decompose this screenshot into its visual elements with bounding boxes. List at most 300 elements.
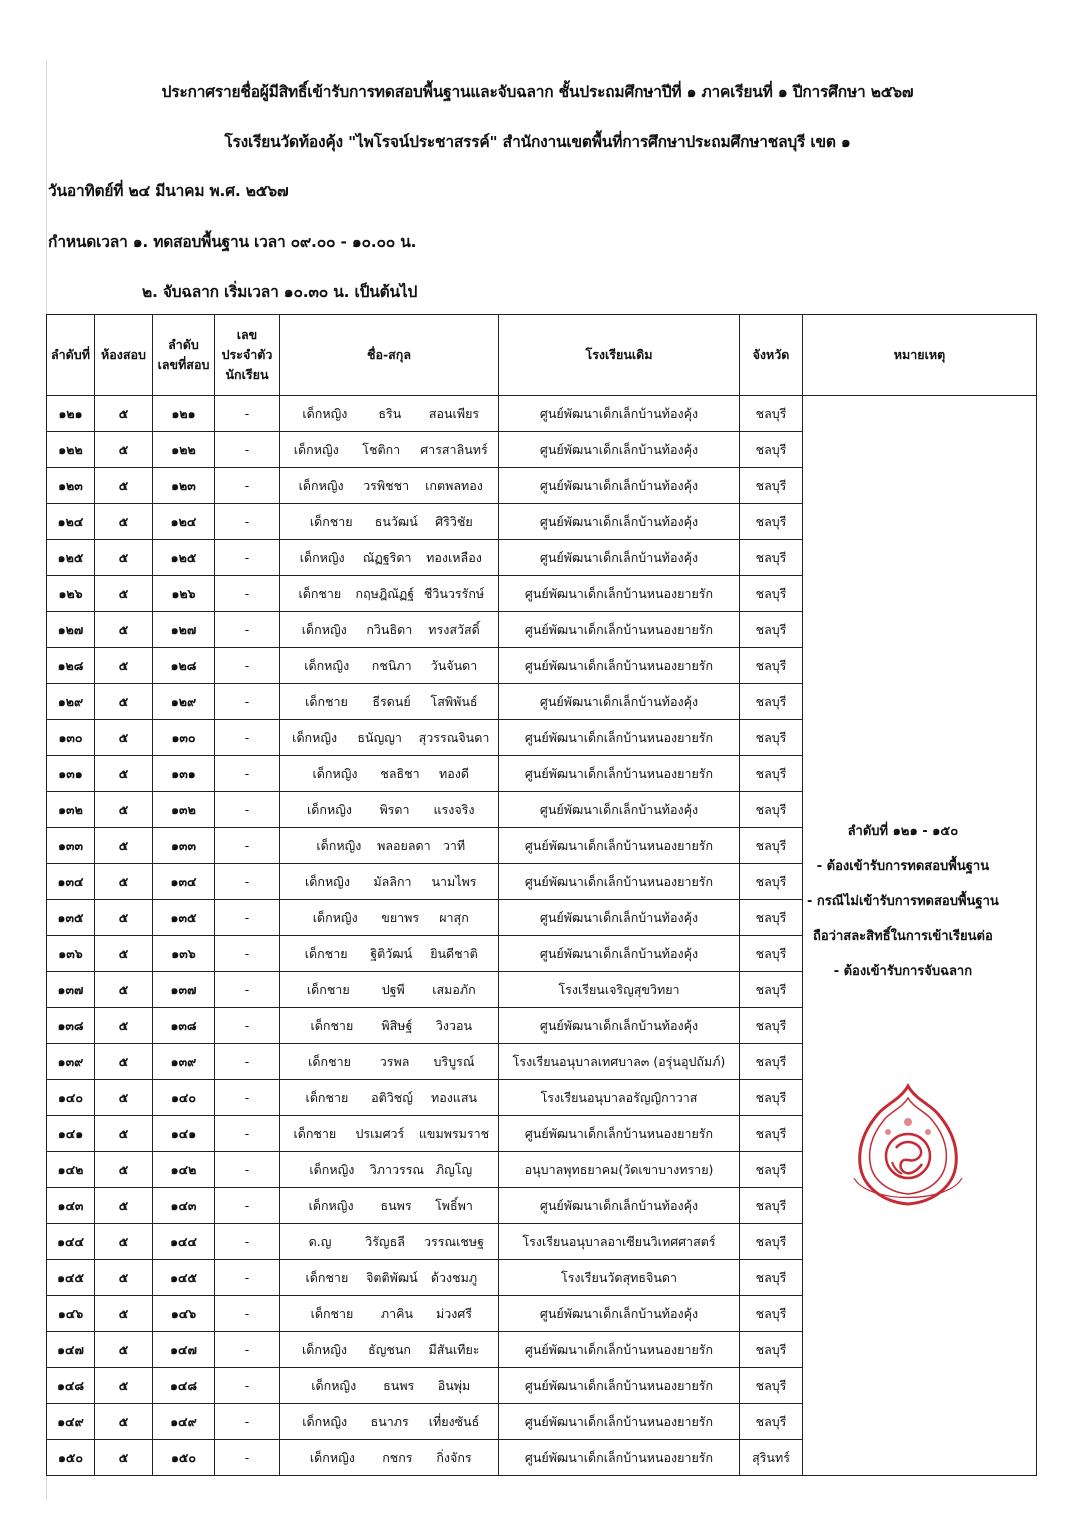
cell-province: ชลบุรี: [740, 1368, 803, 1404]
last-name: ด้วงชมภู: [430, 1269, 478, 1285]
name-prefix: เด็กหญิง: [308, 1197, 354, 1213]
last-name: ศิริวิชัย: [435, 513, 473, 529]
cell-order: ๑๔๖: [47, 1296, 95, 1332]
last-name: โพธิ์พา: [435, 1197, 473, 1213]
cell-order: ๑๓๙: [47, 1044, 95, 1080]
cell-name: [280, 792, 499, 828]
cell-exam-no: ๑๓๓: [153, 828, 215, 864]
first-name: ขยาพร: [381, 909, 420, 925]
cell-school: ศูนย์พัฒนาเด็กเล็กบ้านท้องคุ้ง: [499, 468, 740, 504]
cell-order: ๑๒๑: [47, 396, 95, 432]
cell-province: ชลบุรี: [740, 612, 803, 648]
cell-order: ๑๕๐: [47, 1440, 95, 1476]
cell-exam-no: ๑๓๑: [153, 756, 215, 792]
name-prefix: เด็กหญิง: [316, 837, 362, 853]
cell-order: ๑๓๖: [47, 936, 95, 972]
name-prefix: เด็กหญิง: [309, 1161, 355, 1177]
cell-room: ๕: [95, 1296, 153, 1332]
cell-room: ๕: [95, 576, 153, 612]
cell-order: ๑๔๘: [47, 1368, 95, 1404]
cell-student-id: -: [215, 792, 280, 828]
first-name: ณัฏฐริดา: [362, 549, 412, 565]
first-name: ธนัญญา: [357, 729, 402, 745]
cell-province: ชลบุรี: [740, 1152, 803, 1188]
first-name: ชลธิชา: [380, 765, 420, 781]
cell-name: [280, 504, 499, 540]
cell-student-id: -: [215, 1044, 280, 1080]
cell-exam-no: ๑๒๘: [153, 648, 215, 684]
first-name: ธริน: [378, 405, 402, 421]
cell-student-id: -: [215, 504, 280, 540]
cell-exam-no: ๑๔๔: [153, 1224, 215, 1260]
cell-school: อนุบาลพุทธยาคม(วัดเขาบางทราย): [499, 1152, 740, 1188]
cell-room: ๕: [95, 1080, 153, 1116]
cell-school: ศูนย์พัฒนาเด็กเล็กบ้านท้องคุ้ง: [499, 540, 740, 576]
cell-province: ชลบุรี: [740, 936, 803, 972]
first-name: วิภาวรรณ: [369, 1161, 425, 1177]
cell-province: ชลบุรี: [740, 1260, 803, 1296]
cell-student-id: -: [215, 1224, 280, 1260]
cell-student-id: -: [215, 1188, 280, 1224]
last-name: วาที: [442, 837, 466, 853]
cell-school: ศูนย์พัฒนาเด็กเล็กบ้านท้องคุ้ง: [499, 1188, 740, 1224]
cell-room: ๕: [95, 1404, 153, 1440]
cell-school: ศูนย์พัฒนาเด็กเล็กบ้านท้องคุ้ง: [499, 432, 740, 468]
cell-student-id: -: [215, 1260, 280, 1296]
cell-school: ศูนย์พัฒนาเด็กเล็กบ้านท้องคุ้ง: [499, 504, 740, 540]
cell-school: ศูนย์พัฒนาเด็กเล็กบ้านท้องคุ้ง: [499, 396, 740, 432]
cell-order: ๑๓๓: [47, 828, 95, 864]
cell-province: ชลบุรี: [740, 648, 803, 684]
cell-province: ชลบุรี: [740, 1332, 803, 1368]
cell-student-id: -: [215, 1368, 280, 1404]
cell-student-id: -: [215, 612, 280, 648]
last-name: โสพิพันธ์: [430, 693, 478, 709]
cell-exam-no: ๑๒๕: [153, 540, 215, 576]
remark-line: - กรณีไม่เข้ารับการทดสอบพื้นฐาน: [807, 894, 999, 909]
cell-name: [280, 1260, 499, 1296]
cell-province: ชลบุรี: [740, 900, 803, 936]
cell-name: [280, 1152, 499, 1188]
cell-school: ศูนย์พัฒนาเด็กเล็กบ้านหนองยายรัก: [499, 1332, 740, 1368]
first-name: ปฐพี: [381, 981, 405, 997]
first-name: จิตติพัฒน์: [366, 1269, 418, 1285]
name-prefix: เด็กหญิง: [298, 477, 344, 493]
cell-name: [280, 1296, 499, 1332]
cell-name: [280, 576, 499, 612]
header-room: ห้องสอบ: [95, 315, 153, 396]
name-prefix: เด็กชาย: [304, 945, 348, 961]
last-name: เสมอภัก: [432, 981, 476, 997]
cell-name: [280, 936, 499, 972]
cell-name: [280, 612, 499, 648]
name-prefix: ด.ญ: [308, 1233, 332, 1249]
name-prefix: เด็กหญิง: [311, 1377, 357, 1393]
cell-exam-no: ๑๓๐: [153, 720, 215, 756]
cell-exam-no: ๑๔๕: [153, 1260, 215, 1296]
cell-school: โรงเรียนอนุบาลเทศบาล๓ (อรุ่นอุปถัมภ์): [499, 1044, 740, 1080]
cell-school: ศูนย์พัฒนาเด็กเล็กบ้านหนองยายรัก: [499, 1404, 740, 1440]
name-prefix: เด็กหญิง: [293, 441, 339, 457]
cell-name: [280, 396, 499, 432]
remark-line: ถือว่าสละสิทธิ์ในการเข้าเรียนต่อ: [812, 929, 993, 944]
cell-room: ๕: [95, 1116, 153, 1152]
cell-order: ๑๓๑: [47, 756, 95, 792]
cell-exam-no: ๑๔๗: [153, 1332, 215, 1368]
cell-room: ๕: [95, 648, 153, 684]
cell-exam-no: ๑๕๐: [153, 1440, 215, 1476]
cell-exam-no: ๑๔๐: [153, 1080, 215, 1116]
name-prefix: เด็กหญิง: [292, 729, 338, 745]
cell-name: [280, 1188, 499, 1224]
last-name: แรงจริง: [433, 801, 475, 817]
cell-room: ๕: [95, 432, 153, 468]
last-name: วันจันดา: [430, 657, 478, 673]
last-name: บริบูรณ์: [433, 1053, 475, 1069]
cell-name: [280, 648, 499, 684]
cell-province: ชลบุรี: [740, 432, 803, 468]
cell-exam-no: ๑๔๑: [153, 1116, 215, 1152]
cell-student-id: -: [215, 576, 280, 612]
cell-student-id: -: [215, 432, 280, 468]
cell-room: ๕: [95, 1224, 153, 1260]
cell-name: [280, 1116, 499, 1152]
cell-school: ศูนย์พัฒนาเด็กเล็กบ้านท้องคุ้ง: [499, 1008, 740, 1044]
last-name: ภิญโญ: [435, 1161, 473, 1177]
cell-room: ๕: [95, 792, 153, 828]
cell-student-id: -: [215, 684, 280, 720]
cell-name: [280, 684, 499, 720]
name-prefix: เด็กหญิง: [299, 549, 345, 565]
last-name: ทองเหลือง: [426, 549, 482, 565]
cell-room: ๕: [95, 1440, 153, 1476]
cell-province: ชลบุรี: [740, 720, 803, 756]
table-header-row: [47, 315, 1037, 396]
name-prefix: เด็กชาย: [310, 1017, 354, 1033]
cell-student-id: -: [215, 1332, 280, 1368]
name-prefix: เด็กชาย: [308, 1053, 351, 1069]
cell-school: ศูนย์พัฒนาเด็กเล็กบ้านท้องคุ้ง: [499, 1296, 740, 1332]
cell-name: [280, 1044, 499, 1080]
first-name: กวินธิดา: [366, 621, 413, 637]
name-prefix: เด็กชาย: [305, 693, 348, 709]
name-prefix: เด็กชาย: [305, 1089, 349, 1105]
cell-student-id: -: [215, 396, 280, 432]
name-prefix: เด็กชาย: [305, 1269, 349, 1285]
cell-order: ๑๔๓: [47, 1188, 95, 1224]
last-name: ชีวินวรรักษ์: [423, 585, 485, 601]
cell-province: ชลบุรี: [740, 1404, 803, 1440]
cell-exam-no: ๑๒๗: [153, 612, 215, 648]
header-province: จังหวัด: [740, 315, 803, 396]
cell-school: ศูนย์พัฒนาเด็กเล็กบ้านท้องคุ้ง: [499, 684, 740, 720]
first-name: ธนพร: [383, 1377, 415, 1393]
first-name: พิสิษฐ์: [381, 1017, 413, 1033]
cell-order: ๑๔๐: [47, 1080, 95, 1116]
cell-order: ๑๒๙: [47, 684, 95, 720]
last-name: ทองแสน: [430, 1089, 478, 1105]
cell-school: ศูนย์พัฒนาเด็กเล็กบ้านหนองยายรัก: [499, 756, 740, 792]
last-name: ศารสาลินทร์: [420, 441, 488, 457]
cell-province: ชลบุรี: [740, 792, 803, 828]
announcement-date: วันอาทิตย์ที่ ๒๔ มีนาคม พ.ศ. ๒๕๖๗: [48, 182, 289, 200]
header-name: ชื่อ-สกุล: [280, 315, 499, 396]
last-name: สุวรรณจินดา: [418, 729, 490, 745]
school-seal: [838, 1082, 978, 1212]
last-name: เกตพลทอง: [425, 477, 483, 493]
last-name: แขมพรมราช: [418, 1125, 490, 1141]
cell-school: ศูนย์พัฒนาเด็กเล็กบ้านหนองยายรัก: [499, 864, 740, 900]
last-name: ทองดี: [439, 765, 469, 781]
cell-name: [280, 756, 499, 792]
cell-exam-no: ๑๓๙: [153, 1044, 215, 1080]
cell-school: ศูนย์พัฒนาเด็กเล็กบ้านหนองยายรัก: [499, 612, 740, 648]
last-name: วิงวอน: [435, 1017, 473, 1033]
first-name: โชติกา: [362, 441, 401, 457]
last-name: นามไพร: [431, 873, 477, 889]
cell-order: ๑๓๔: [47, 864, 95, 900]
cell-name: [280, 720, 499, 756]
cell-province: ชลบุรี: [740, 828, 803, 864]
cell-order: ๑๔๒: [47, 1152, 95, 1188]
first-name: วิรัญธลี: [365, 1233, 405, 1249]
last-name: อินพุ่ม: [437, 1377, 471, 1393]
header-school: โรงเรียนเดิม: [499, 315, 740, 396]
cell-province: ชลบุรี: [740, 1188, 803, 1224]
name-prefix: เด็กชาย: [309, 513, 353, 529]
header-order: ลำดับที่: [47, 315, 95, 396]
cell-order: ๑๒๓: [47, 468, 95, 504]
cell-school: ศูนย์พัฒนาเด็กเล็กบ้านท้องคุ้ง: [499, 792, 740, 828]
name-prefix: เด็กหญิง: [304, 657, 350, 673]
cell-room: ๕: [95, 612, 153, 648]
cell-name: [280, 972, 499, 1008]
cell-name: [280, 468, 499, 504]
cell-student-id: -: [215, 828, 280, 864]
cell-student-id: -: [215, 756, 280, 792]
cell-room: ๕: [95, 396, 153, 432]
last-name: ยินดีชาติ: [430, 945, 478, 961]
cell-order: ๑๔๗: [47, 1332, 95, 1368]
cell-province: ชลบุรี: [740, 396, 803, 432]
cell-province: ชลบุรี: [740, 1296, 803, 1332]
first-name: กชกร: [382, 1449, 413, 1465]
cell-order: ๑๒๗: [47, 612, 95, 648]
cell-order: ๑๓๘: [47, 1008, 95, 1044]
cell-student-id: -: [215, 1404, 280, 1440]
cell-order: ๑๒๒: [47, 432, 95, 468]
header-remark: หมายเหตุ: [803, 315, 1037, 396]
name-prefix: เด็กหญิง: [307, 801, 352, 817]
cell-room: ๕: [95, 972, 153, 1008]
name-prefix: เด็กหญิง: [302, 1413, 348, 1429]
announcement-title: ประกาศรายชื่อผู้มีสิทธิ์เข้ารับการทดสอบพื้นฐานและจับฉลาก ชั้นประถมศึกษาปีที่ ๑ ภาคเรียนที่ ๑ ปีการศึกษา ๒๕๖๗: [161, 83, 914, 101]
cell-exam-no: ๑๔๖: [153, 1296, 215, 1332]
cell-student-id: -: [215, 900, 280, 936]
first-name: วรพล: [379, 1053, 410, 1069]
cell-exam-no: ๑๓๕: [153, 900, 215, 936]
first-name: ธนาภร: [370, 1413, 409, 1429]
name-prefix: เด็กหญิง: [309, 1449, 355, 1465]
cell-name: [280, 1404, 499, 1440]
cell-province: ชลบุรี: [740, 684, 803, 720]
cell-school: ศูนย์พัฒนาเด็กเล็กบ้านหนองยายรัก: [499, 648, 740, 684]
cell-name: [280, 432, 499, 468]
cell-order: ๑๔๕: [47, 1260, 95, 1296]
cell-province: ชลบุรี: [740, 1224, 803, 1260]
first-name: ฐิติวัฒน์: [370, 945, 413, 961]
schedule-line-2: ๒. จับฉลาก เริ่มเวลา ๑๐.๓๐ น. เป็นต้นไป: [142, 283, 418, 301]
cell-name: [280, 1440, 499, 1476]
cell-student-id: -: [215, 1080, 280, 1116]
cell-room: ๕: [95, 1044, 153, 1080]
cell-room: ๕: [95, 1332, 153, 1368]
first-name: พลอยลดา: [377, 837, 431, 853]
cell-school: ศูนย์พัฒนาเด็กเล็กบ้านหนองยายรัก: [499, 576, 740, 612]
cell-school: โรงเรียนอนุบาลอรัญญิกาวาส: [499, 1080, 740, 1116]
cell-name: [280, 864, 499, 900]
last-name: ทรงสวัสดิ์: [428, 621, 480, 637]
cell-name: [280, 1224, 499, 1260]
cell-student-id: -: [215, 864, 280, 900]
last-name: ผาสุก: [439, 909, 469, 925]
cell-room: ๕: [95, 720, 153, 756]
first-name: ธีรดนย์: [372, 693, 411, 709]
cell-order: ๑๒๔: [47, 504, 95, 540]
cell-exam-no: ๑๒๒: [153, 432, 215, 468]
first-name: ธัญชนก: [368, 1341, 411, 1357]
cell-province: ชลบุรี: [740, 1044, 803, 1080]
name-prefix: เด็กหญิง: [301, 621, 347, 637]
first-name: อติวิชญ์: [371, 1089, 413, 1105]
cell-room: ๕: [95, 864, 153, 900]
cell-exam-no: ๑๒๓: [153, 468, 215, 504]
cell-school: ศูนย์พัฒนาเด็กเล็กบ้านหนองยายรัก: [499, 1116, 740, 1152]
cell-exam-no: ๑๔๙: [153, 1404, 215, 1440]
cell-name: [280, 900, 499, 936]
cell-student-id: -: [215, 720, 280, 756]
name-prefix: เด็กหญิง: [312, 765, 358, 781]
last-name: มีสันเทียะ: [428, 1341, 480, 1357]
cell-school: ศูนย์พัฒนาเด็กเล็กบ้านท้องคุ้ง: [499, 900, 740, 936]
cell-student-id: -: [215, 972, 280, 1008]
cell-student-id: -: [215, 1440, 280, 1476]
cell-name: [280, 1368, 499, 1404]
last-name: เที่ยงซันธ์: [428, 1413, 480, 1429]
cell-exam-no: ๑๔๘: [153, 1368, 215, 1404]
cell-school: ศูนย์พัฒนาเด็กเล็กบ้านหนองยายรัก: [499, 720, 740, 756]
cell-school: ศูนย์พัฒนาเด็กเล็กบ้านหนองยายรัก: [499, 828, 740, 864]
cell-room: ๕: [95, 1152, 153, 1188]
cell-room: ๕: [95, 468, 153, 504]
cell-exam-no: ๑๔๓: [153, 1188, 215, 1224]
cell-student-id: -: [215, 648, 280, 684]
cell-exam-no: ๑๒๖: [153, 576, 215, 612]
cell-school: ศูนย์พัฒนาเด็กเล็กบ้านหนองยายรัก: [499, 1368, 740, 1404]
cell-order: ๑๔๑: [47, 1116, 95, 1152]
cell-exam-no: ๑๓๔: [153, 864, 215, 900]
header-exam-no: ลำดับ เลขที่สอบ: [153, 315, 215, 396]
first-name: ธนพร: [380, 1197, 412, 1213]
cell-name: [280, 1008, 499, 1044]
cell-order: ๑๔๔: [47, 1224, 95, 1260]
cell-order: ๑๓๒: [47, 792, 95, 828]
name-prefix: เด็กชาย: [310, 1305, 354, 1321]
first-name: กฤษฎิณัฏฐ์: [355, 585, 415, 601]
cell-province: ชลบุรี: [740, 972, 803, 1008]
cell-exam-no: ๑๔๒: [153, 1152, 215, 1188]
remark-line: - ต้องเข้ารับการทดสอบพื้นฐาน: [816, 859, 990, 874]
remark-line: ลำดับที่ ๑๒๑ - ๑๕๐: [847, 824, 959, 839]
name-prefix: เด็กหญิง: [302, 405, 348, 421]
cell-province: ชลบุรี: [740, 576, 803, 612]
name-prefix: เด็กหญิง: [312, 909, 358, 925]
cell-student-id: -: [215, 1116, 280, 1152]
cell-province: ชลบุรี: [740, 1116, 803, 1152]
cell-exam-no: ๑๓๗: [153, 972, 215, 1008]
last-name: ม่วงศรี: [435, 1305, 472, 1321]
cell-room: ๕: [95, 900, 153, 936]
cell-school: ศูนย์พัฒนาเด็กเล็กบ้านหนองยายรัก: [499, 1440, 740, 1476]
cell-order: ๑๓๕: [47, 900, 95, 936]
cell-room: ๕: [95, 756, 153, 792]
cell-student-id: -: [215, 936, 280, 972]
cell-exam-no: ๑๓๘: [153, 1008, 215, 1044]
cell-student-id: -: [215, 1152, 280, 1188]
first-name: ภาคิน: [380, 1305, 414, 1321]
cell-name: [280, 828, 499, 864]
cell-order: ๑๒๕: [47, 540, 95, 576]
cell-province: ชลบุรี: [740, 504, 803, 540]
cell-exam-no: ๑๓๖: [153, 936, 215, 972]
cell-room: ๕: [95, 1008, 153, 1044]
cell-room: ๕: [95, 504, 153, 540]
cell-student-id: -: [215, 540, 280, 576]
cell-province: สุรินทร์: [740, 1440, 803, 1476]
table-row: [47, 396, 1037, 432]
cell-order: ๑๓๐: [47, 720, 95, 756]
first-name: ธนวัฒน์: [374, 513, 418, 529]
cell-room: ๕: [95, 540, 153, 576]
cell-room: ๕: [95, 828, 153, 864]
header-student-id: เลข ประจำตัว นักเรียน: [215, 315, 280, 396]
applicant-table: [46, 314, 1037, 1476]
cell-province: ชลบุรี: [740, 864, 803, 900]
school-title: โรงเรียนวัดท้องคุ้ง "ไพโรจน์ประชาสรรค์" สำนักงานเขตพื้นที่การศึกษาประถมศึกษาชลบุรี เขต ๑: [224, 133, 851, 151]
cell-student-id: -: [215, 1296, 280, 1332]
cell-student-id: -: [215, 1008, 280, 1044]
cell-remark: [803, 396, 1037, 1476]
cell-order: ๑๒๖: [47, 576, 95, 612]
cell-name: [280, 1080, 499, 1116]
last-name: วรรณเชษฐ: [424, 1233, 484, 1249]
cell-room: ๕: [95, 936, 153, 972]
cell-school: โรงเรียนเจริญสุขวิทยา: [499, 972, 740, 1008]
first-name: มัลลิกา: [373, 873, 412, 889]
cell-province: ชลบุรี: [740, 1080, 803, 1116]
remark-notes: [807, 814, 999, 989]
name-prefix: เด็กหญิง: [304, 873, 350, 889]
cell-room: ๕: [95, 1188, 153, 1224]
cell-province: ชลบุรี: [740, 756, 803, 792]
cell-province: ชลบุรี: [740, 540, 803, 576]
last-name: สอนเพียร: [428, 405, 480, 421]
first-name: ปรเมศวร์: [355, 1125, 405, 1141]
name-prefix: เด็กชาย: [298, 585, 342, 601]
first-name: พิรดา: [379, 801, 410, 817]
remark-line: - ต้องเข้ารับการจับฉลาก: [833, 964, 973, 979]
cell-name: [280, 540, 499, 576]
